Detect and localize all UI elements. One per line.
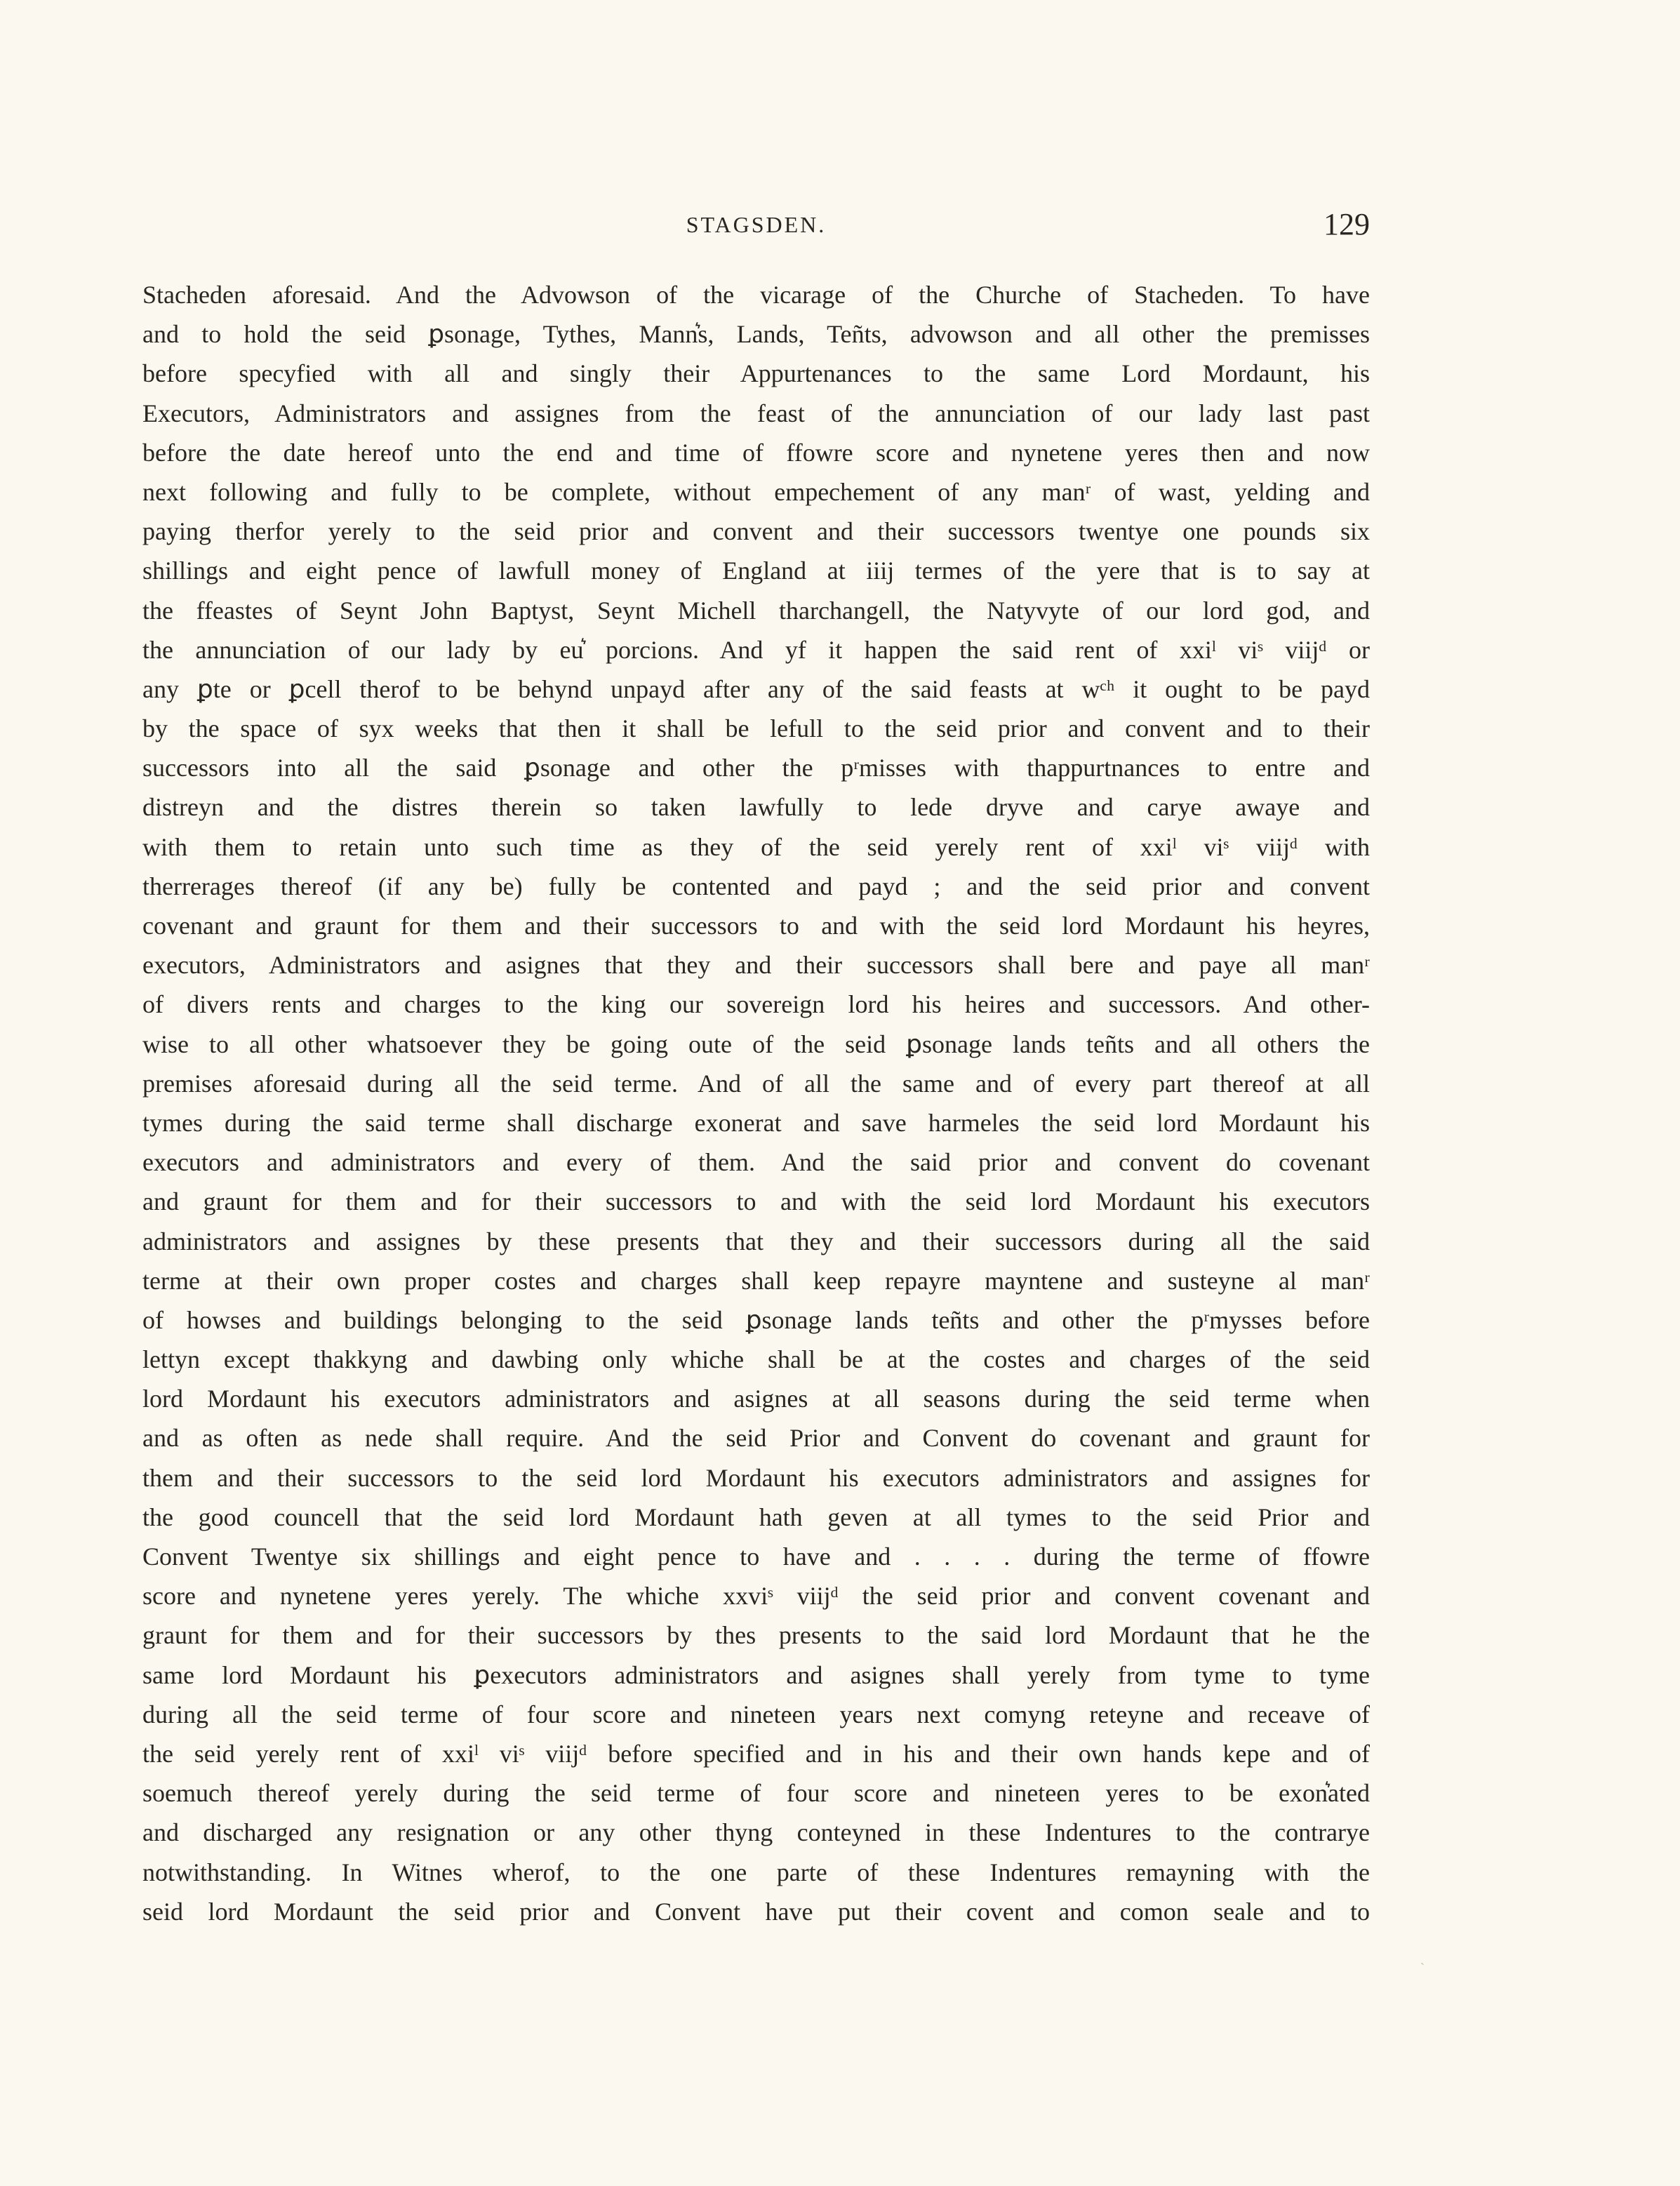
text-line: them and their successors to the seid lord Mordaunt his executors administrators and assignes for (142, 1463, 1370, 1492)
text-line: with them to retain unto such time as they of the seid yerely rent of xxiˡ viˢ viijᵈ with (142, 832, 1370, 861)
text-line: therrerages thereof (if any be) fully be contented and payd ; and the seid prior and convent (142, 872, 1370, 900)
text-line: lettyn except thakkyng and dawbing only whiche shall be at the costes and charges of the seid (142, 1345, 1370, 1374)
running-title: STAGSDEN. (686, 212, 827, 237)
text-line: terme at their own proper costes and charges shall keep repayre mayntene and susteyne al manʳ (142, 1266, 1370, 1295)
text-line: distreyn and the distres therein so taken lawfully to lede dryve and carye awaye and (142, 793, 1370, 822)
text-line: soemuch thereof yerely during the seid terme of four score and nineteen yeres to be exon͛ated (142, 1779, 1370, 1808)
text-line: of divers rents and charges to the king our sovereign lord his heires and successors. And other- (142, 990, 1370, 1019)
text-line: the ffeastes of Seynt John Baptyst, Seynt Michell tharchangell, the Natyvyte of our lord god, and (142, 596, 1370, 625)
text-line: administrators and assignes by these presents that they and their successors during all the said (142, 1227, 1370, 1255)
text-line: shillings and eight pence of lawfull money of England at iiij termes of the yere that is to say at (142, 557, 1370, 585)
text-line: tymes during the said terme shall discharge exonerat and save harmeles the seid lord Mordaunt his (142, 1108, 1370, 1137)
text-line: during all the seid terme of four score and nineteen years next comyng reteyne and receave of (142, 1700, 1370, 1728)
page-number: 129 (1324, 207, 1370, 241)
margin-speck: ˎ (1420, 1951, 1425, 1965)
text-line: Stacheden aforesaid. And the Advowson of the vicarage of the Churche of Stacheden. To have (142, 281, 1370, 309)
text-line: and discharged any resignation or any other thyng conteyned in these Indentures to the contrarye (142, 1818, 1370, 1847)
text-line: the annunciation of our lady by eu͛ porcions. And yf it happen the said rent of xxiˡ viˢ viijᵈ or (142, 635, 1370, 664)
text-line: executors and administrators and every of them. And the said prior and convent do covenant (142, 1148, 1370, 1177)
text-line: same lord Mordaunt his ꝑexecutors administrators and asignes shall yerely from tyme to tyme (142, 1660, 1370, 1689)
text-line: covenant and graunt for them and their successors to and with the seid lord Mordaunt his heyres, (142, 912, 1370, 940)
text-line: wise to all other whatsoever they be going oute of the seid ꝑsonage lands teñts and all others the (142, 1029, 1370, 1058)
text-line: seid lord Mordaunt the seid prior and Convent have put their covent and comon seale and to (142, 1897, 1370, 1926)
text-line: the seid yerely rent of xxiˡ viˢ viijᵈ before specified and in his and their own hands kepe and of (142, 1739, 1370, 1768)
text-line: by the space of syx weeks that then it shall be lefull to the seid prior and convent and to their (142, 714, 1370, 743)
text-line: the good councell that the seid lord Mordaunt hath geven at all tymes to the seid Prior and (142, 1502, 1370, 1531)
text-line: notwithstanding. In Witnes wherof, to the one parte of these Indentures remayning with the (142, 1858, 1370, 1886)
text-line: before specyfied with all and singly their Appurtenances to the same Lord Mordaunt, his (142, 359, 1370, 388)
text-line: lord Mordaunt his executors administrators and asignes at all seasons during the seid terme when (142, 1385, 1370, 1413)
text-line: before the date hereof unto the end and time of ffowre score and nynetene yeres then and now (142, 438, 1370, 467)
text-line: any ꝑte or ꝑcell therof to be behynd unpayd after any of the said feasts at wᶜʰ it ought to be payd (142, 674, 1370, 703)
text-line: and as often as nede shall require. And the seid Prior and Convent do covenant and graunt for (142, 1424, 1370, 1453)
text-line: successors into all the said ꝑsonage and other the pʳmisses with thappurtnances to entre and (142, 754, 1370, 782)
text-line: executors, Administrators and asignes that they and their successors shall bere and paye all manʳ (142, 951, 1370, 980)
text-line: Convent Twentye six shillings and eight pence to have and . . . . during the terme of ffowre (142, 1542, 1370, 1571)
text-line: and graunt for them and for their successors to and with the seid lord Mordaunt his executors (142, 1187, 1370, 1216)
text-line: score and nynetene yeres yerely. The whiche xxviˢ viijᵈ the seid prior and convent covenant and (142, 1582, 1370, 1611)
text-line: of howses and buildings belonging to the seid ꝑsonage lands teñts and other the pʳmysses before (142, 1305, 1370, 1334)
running-header (142, 204, 1370, 246)
text-line: Executors, Administrators and assignes from the feast of the annunciation of our lady last past (142, 399, 1370, 427)
text-line: paying therfor yerely to the seid prior and convent and their successors twentye one pounds six (142, 517, 1370, 546)
text-line: graunt for them and for their successors by thes presents to the said lord Mordaunt that he the (142, 1621, 1370, 1650)
text-line: premises aforesaid during all the seid terme. And of all the same and of every part thereof at all (142, 1069, 1370, 1098)
text-line: next following and fully to be complete, without empechement of any manʳ of wast, yelding and (142, 477, 1370, 506)
text-line: and to hold the seid ꝑsonage, Tythes, Mann͛s, Lands, Teñts, advowson and all other the premisses (142, 320, 1370, 349)
body-text (142, 275, 1370, 1931)
